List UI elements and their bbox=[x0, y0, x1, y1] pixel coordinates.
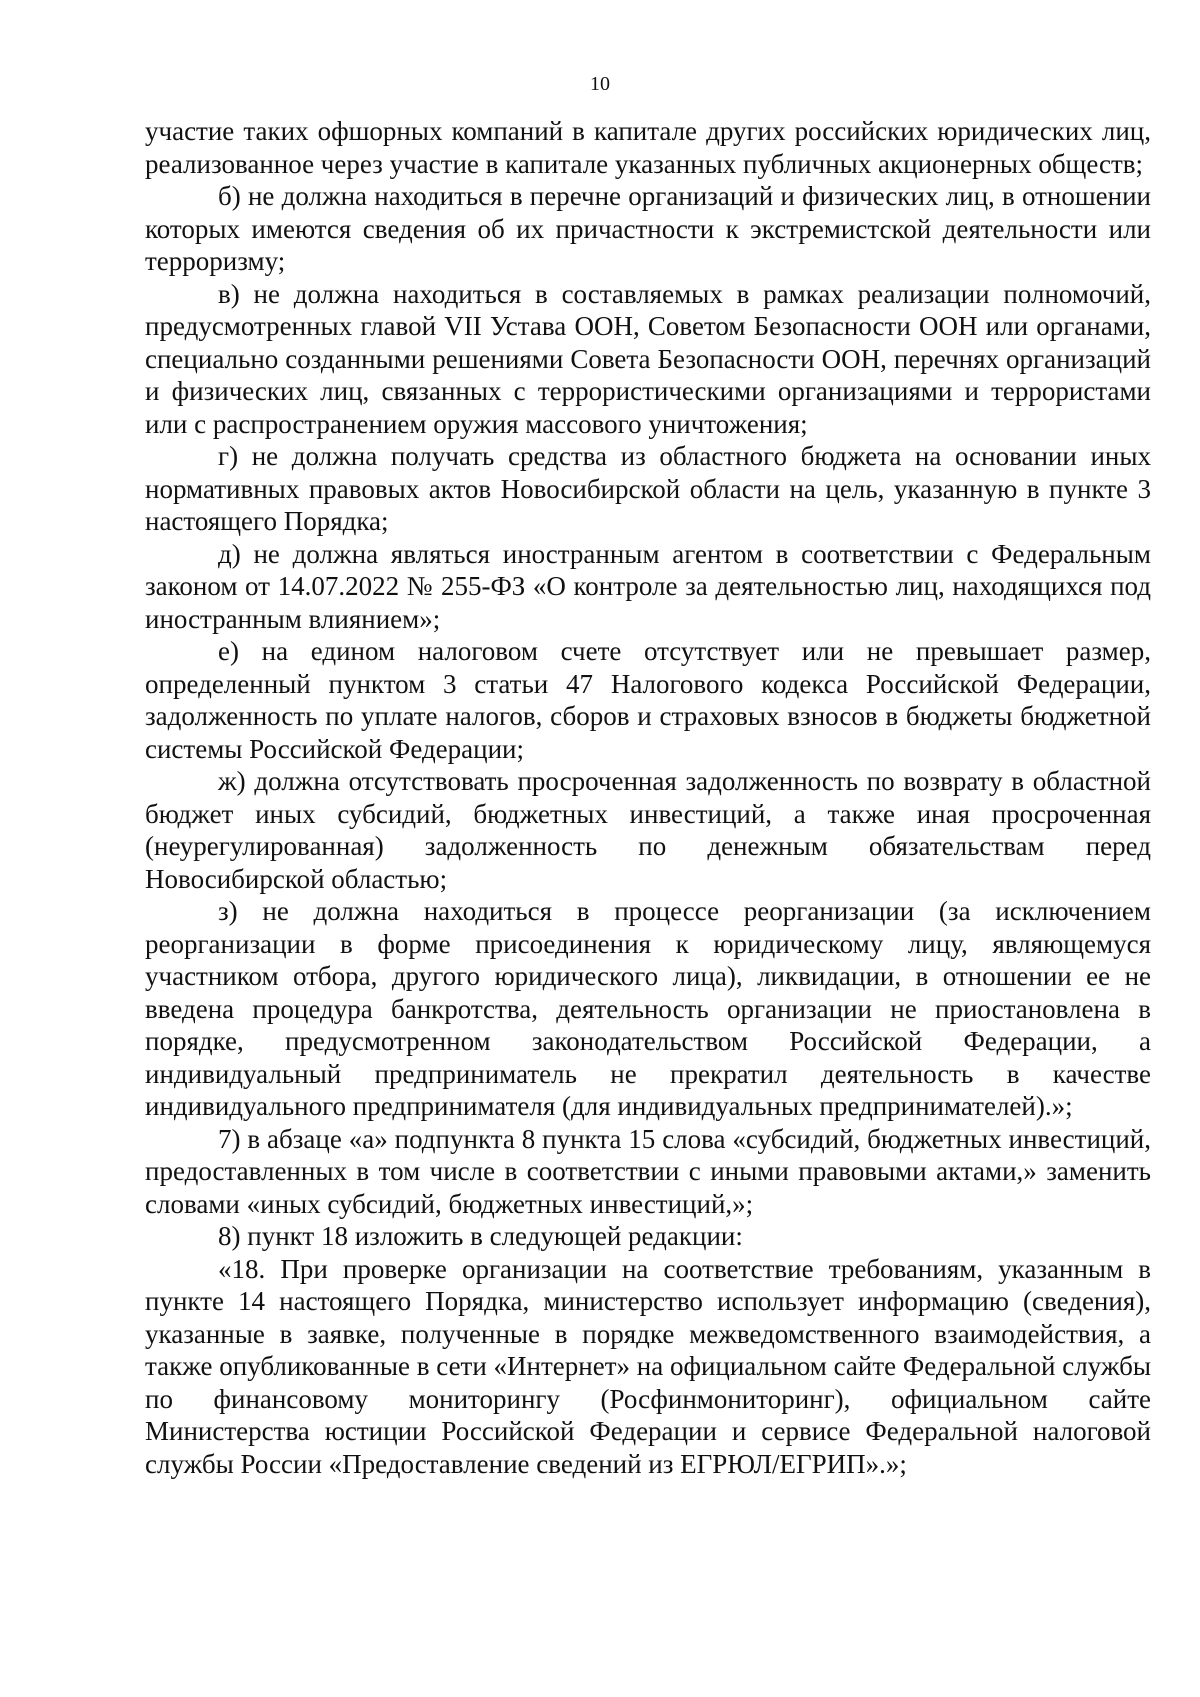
paragraph-item-8: 8) пункт 18 изложить в следующей редакции: bbox=[218, 1221, 743, 1251]
document-body bbox=[145, 115, 1151, 1480]
paragraph-item-zh: ж) должна отсутствовать просроченная задолженность по возврату в областной бюджет иных субсидий, бюджетных инвестиций, а также иная просроченная (неурегулированная) задолженность по денежным обязательствам перед Новосибирской областью; bbox=[145, 766, 1151, 894]
paragraph-item-7: 7) в абзаце «а» подпункта 8 пункта 15 слова «субсидий, бюджетных инвестиций, предоставленных в том числе в соответствии с иными правовыми актами,» заменить словами «иных субсидий, бюджетных инвестиций,»; bbox=[145, 1123, 1151, 1219]
paragraph-item-z: з) не должна находиться в процессе реорганизации (за исключением реорганизации в форме присоединения к юридическому лицу, являющемуся участником отбора, другого юридического лица), ликвидации, в отношении ее не введена процедура банкротства, деятельность организации не приостановлена в порядке, предусмотренном законодательством Российской Федерации, а индивидуальный предприниматель не прекратил деятельность в качестве индивидуального предпринимателя (для индивидуальных предпринимателей).»; bbox=[145, 896, 1151, 1121]
paragraph-continuation: участие таких офшорных компаний в капитале других российских юридических лиц, реализованное через участие в капитале указанных публичных акционерных обществ; bbox=[145, 116, 1151, 179]
paragraph-item-d: д) не должна являться иностранным агентом в соответствии с Федеральным законом от 14.07.2022 № 255-ФЗ «О контроле за деятельностью лиц, находящихся под иностранным влиянием»; bbox=[145, 538, 1151, 634]
paragraph-item-b: б) не должна находиться в перечне организаций и физических лиц, в отношении которых имеются сведения об их причастности к экстремистской деятельности или терроризму; bbox=[145, 181, 1151, 276]
paragraph-item-v: в) не должна находиться в составляемых в рамках реализации полномочий, предусмотренных главой VII Устава ООН, Советом Безопасности ООН или органами, специально созданными решениями Совета Безопасности ООН, перечнях организаций и физических лиц, связанных с террористическими организациями и террористами или с распространением оружия массового уничтожения; bbox=[145, 278, 1151, 439]
paragraph-item-e: е) на едином налоговом счете отсутствует или не превышает размер, определенный пунктом 3 статьи 47 Налогового кодекса Российской Федерации, задолженность по уплате налогов, сборов и страховых взносов в бюджеты бюджетной системы Российской Федерации; bbox=[145, 636, 1151, 764]
page-number: 10 bbox=[590, 73, 610, 95]
paragraph-item-g: г) не должна получать средства из областного бюджета на основании иных нормативных правовых актов Новосибирской области на цель, указанную в пункте 3 настоящего Порядка; bbox=[145, 441, 1151, 536]
paragraph-point-18: «18. При проверке организации на соответствие требованиям, указанным в пункте 14 настоящего Порядка, министерство использует информацию (сведения), указанные в заявке, полученные в порядке межведомственного взаимодействия, а также опубликованные в сети «Интернет» на официальном сайте Федеральной службы по финансовому мониторингу (Росфинмониторинг), официальном сайте Министерства юстиции Российской Федерации и сервисе Федеральной налоговой службы России «Предоставление сведений из ЕГРЮЛ/ЕГРИП».»; bbox=[145, 1253, 1151, 1479]
